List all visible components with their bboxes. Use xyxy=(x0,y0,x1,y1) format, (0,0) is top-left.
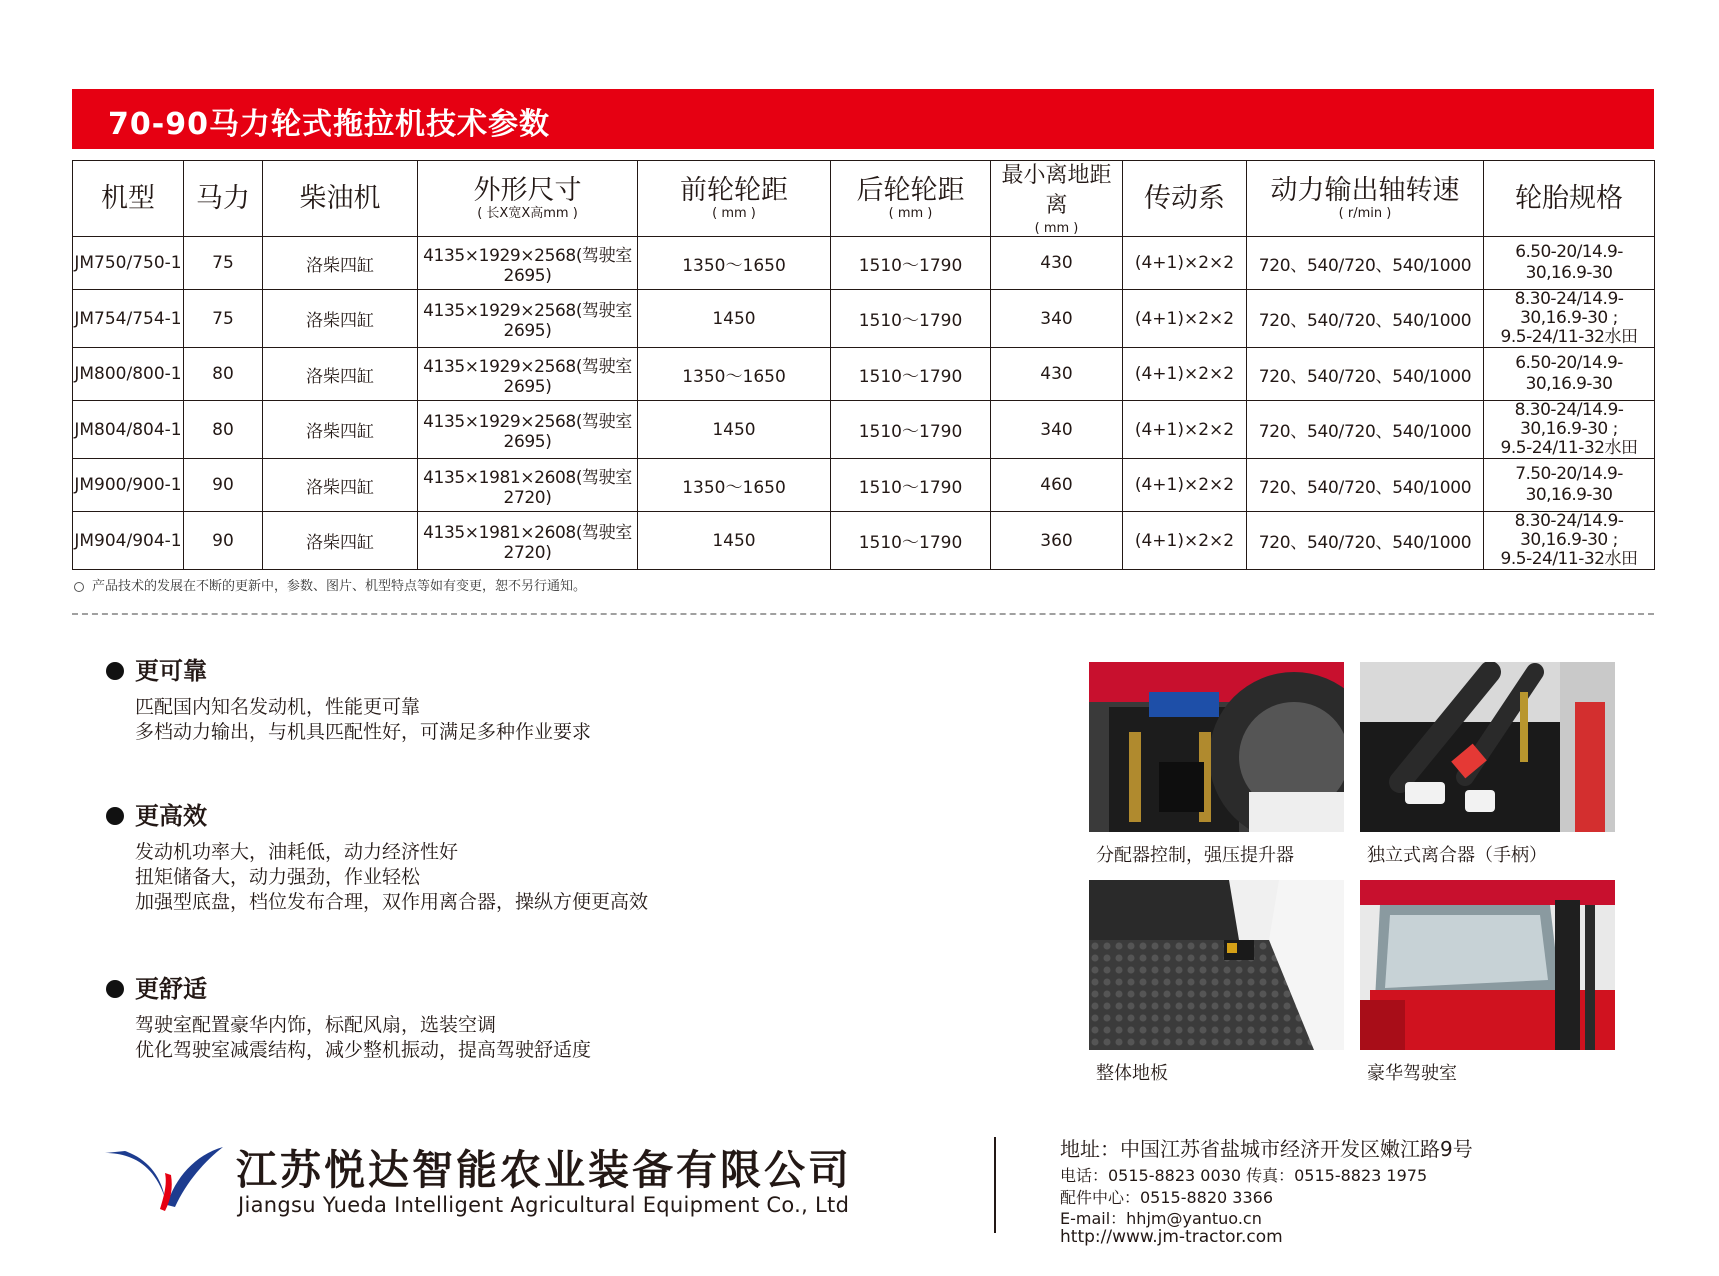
cell-pto: 720、540/720、540/1000 xyxy=(1247,237,1484,290)
company-name-en: Jiangsu Yueda Intelligent Agricultural Equipment Co., Ltd xyxy=(238,1193,850,1217)
contact-address: 地址：中国江苏省盐城市经济开发区嫩江路9号 xyxy=(1060,1137,1473,1161)
cell-dims: 4135×1981×2608(驾驶室2720) xyxy=(418,512,638,570)
cell-rear: 1510～1790 xyxy=(831,348,991,401)
cell-trans: (4+1)×2×2 xyxy=(1123,512,1247,570)
cell-engine: 洛柴四缸 xyxy=(263,237,418,290)
caption-floor: 整体地板 xyxy=(1096,1063,1168,1084)
column-header: 轮胎规格 xyxy=(1484,161,1655,237)
cell-clearance: 340 xyxy=(991,290,1123,348)
feature-comfortable xyxy=(106,973,591,1063)
cell-front: 1350～1650 xyxy=(638,348,831,401)
contact-website-link[interactable]: http://www.jm-tractor.com xyxy=(1060,1227,1283,1247)
cell-clearance: 360 xyxy=(991,512,1123,570)
table-header-row xyxy=(73,161,1655,237)
cell-dims: 4135×1929×2568(驾驶室2695) xyxy=(418,237,638,290)
feature-reliable xyxy=(106,655,591,745)
cell-clearance: 340 xyxy=(991,401,1123,459)
cell-rear: 1510～1790 xyxy=(831,512,991,570)
cell-model: JM750/750-1 xyxy=(73,237,184,290)
feature-line: 多档动力输出，与机具匹配性好，可满足多种作业要求 xyxy=(135,721,592,743)
cell-dims: 4135×1929×2568(驾驶室2695) xyxy=(418,290,638,348)
spec-table xyxy=(72,160,1655,570)
company-logo xyxy=(105,1143,225,1213)
cell-rear: 1510～1790 xyxy=(831,459,991,512)
feature-line: 发动机功率大，油耗低，动力经济性好 xyxy=(135,841,459,863)
cell-pto: 720、540/720、540/1000 xyxy=(1247,459,1484,512)
table-row xyxy=(73,348,1655,401)
bullet-icon xyxy=(106,807,124,825)
feature-title: 更舒适 xyxy=(106,973,591,1005)
cell-rear: 1510～1790 xyxy=(831,237,991,290)
column-header: 最小离地距离 ( mm ) xyxy=(991,161,1123,237)
bullet-icon xyxy=(106,980,124,998)
cell-trans: (4+1)×2×2 xyxy=(1123,237,1247,290)
table-row xyxy=(73,401,1655,459)
table-row xyxy=(73,290,1655,348)
table-row xyxy=(73,512,1655,570)
cell-front: 1350～1650 xyxy=(638,237,831,290)
cell-trans: (4+1)×2×2 xyxy=(1123,401,1247,459)
cell-clearance: 460 xyxy=(991,459,1123,512)
feature-line: 扭矩储备大，动力强劲，作业轻松 xyxy=(135,866,421,888)
feature-line: 匹配国内知名发动机，性能更可靠 xyxy=(135,696,421,718)
note-text: 产品技术的发展在不断的更新中，参数、图片、机型特点等如有变更，恕不另行通知。 xyxy=(92,579,587,594)
column-header: 前轮轮距 ( mm ) xyxy=(638,161,831,237)
caption-clutch: 独立式离合器（手柄） xyxy=(1367,845,1547,866)
cell-model: JM804/804-1 xyxy=(73,401,184,459)
cell-trans: (4+1)×2×2 xyxy=(1123,459,1247,512)
page-title: 70-90马力轮式拖拉机技术参数 xyxy=(108,107,550,142)
cell-pto: 720、540/720、540/1000 xyxy=(1247,290,1484,348)
dashed-divider xyxy=(72,613,1654,615)
cell-front: 1450 xyxy=(638,290,831,348)
feature-line: 加强型底盘，档位发布合理，双作用离合器，操纵方便更高效 xyxy=(135,891,649,913)
cell-tire: 8.30-24/14.9-30,16.9-30 ; 9.5-24/11-32水田 xyxy=(1484,290,1655,348)
footer-divider xyxy=(994,1137,996,1233)
cell-tire: 8.30-24/14.9-30,16.9-30 ; 9.5-24/11-32水田 xyxy=(1484,512,1655,570)
column-header: 柴油机 xyxy=(263,161,418,237)
column-header: 外形尺寸 ( 长X宽X高mm ) xyxy=(418,161,638,237)
cell-dims: 4135×1981×2608(驾驶室2720) xyxy=(418,459,638,512)
feature-line: 驾驶室配置豪华内饰，标配风扇，选装空调 xyxy=(135,1014,497,1036)
caption-cab: 豪华驾驶室 xyxy=(1367,1063,1457,1084)
feature-line: 优化驾驶室减震结构，减少整机振动，提高驾驶舒适度 xyxy=(135,1039,592,1061)
cell-hp: 90 xyxy=(184,512,263,570)
cell-rear: 1510～1790 xyxy=(831,401,991,459)
column-header: 传动系 xyxy=(1123,161,1247,237)
cell-engine: 洛柴四缸 xyxy=(263,290,418,348)
feature-efficient xyxy=(106,800,648,915)
cell-front: 1450 xyxy=(638,401,831,459)
column-header: 机型 xyxy=(73,161,184,237)
caption-distributor: 分配器控制，强压提升器 xyxy=(1096,845,1294,866)
cell-dims: 4135×1929×2568(驾驶室2695) xyxy=(418,348,638,401)
photo-distributor-lift xyxy=(1089,662,1344,832)
cell-model: JM754/754-1 xyxy=(73,290,184,348)
photo-floor xyxy=(1089,880,1344,1050)
column-header: 马力 xyxy=(184,161,263,237)
cell-model: JM800/800-1 xyxy=(73,348,184,401)
bullet-icon xyxy=(106,662,124,680)
cell-model: JM900/900-1 xyxy=(73,459,184,512)
cell-tire: 8.30-24/14.9-30,16.9-30 ; 9.5-24/11-32水田 xyxy=(1484,401,1655,459)
cell-engine: 洛柴四缸 xyxy=(263,401,418,459)
column-header: 动力输出轴转速 ( r/min ) xyxy=(1247,161,1484,237)
cell-trans: (4+1)×2×2 xyxy=(1123,348,1247,401)
cell-model: JM904/904-1 xyxy=(73,512,184,570)
cell-pto: 720、540/720、540/1000 xyxy=(1247,512,1484,570)
cell-tire: 6.50-20/14.9-30,16.9-30 xyxy=(1484,348,1655,401)
photo-cab xyxy=(1360,880,1615,1050)
feature-title: 更高效 xyxy=(106,800,648,832)
cell-engine: 洛柴四缸 xyxy=(263,459,418,512)
feature-title: 更可靠 xyxy=(106,655,591,687)
cell-hp: 80 xyxy=(184,401,263,459)
table-row xyxy=(73,459,1655,512)
cell-tire: 7.50-20/14.9-30,16.9-30 xyxy=(1484,459,1655,512)
cell-engine: 洛柴四缸 xyxy=(263,512,418,570)
cell-clearance: 430 xyxy=(991,348,1123,401)
contact-parts: 配件中心：0515-8820 3366 xyxy=(1060,1188,1274,1207)
column-header: 后轮轮距 ( mm ) xyxy=(831,161,991,237)
cell-hp: 75 xyxy=(184,290,263,348)
contact-email[interactable]: E-mail：hhjm@yantuo.cn xyxy=(1060,1209,1262,1228)
cell-trans: (4+1)×2×2 xyxy=(1123,290,1247,348)
cell-dims: 4135×1929×2568(驾驶室2695) xyxy=(418,401,638,459)
title-banner xyxy=(72,89,1654,149)
circle-icon xyxy=(74,582,84,592)
company-name-cn: 江苏悦达智能农业装备有限公司 xyxy=(236,1146,852,1194)
cell-hp: 75 xyxy=(184,237,263,290)
cell-pto: 720、540/720、540/1000 xyxy=(1247,348,1484,401)
cell-front: 1350～1650 xyxy=(638,459,831,512)
cell-hp: 90 xyxy=(184,459,263,512)
cell-hp: 80 xyxy=(184,348,263,401)
cell-tire: 6.50-20/14.9-30,16.9-30 xyxy=(1484,237,1655,290)
contact-phone-fax: 电话：0515-8823 0030 传真：0515-8823 1975 xyxy=(1060,1166,1428,1185)
disclaimer-note xyxy=(74,575,586,594)
cell-clearance: 430 xyxy=(991,237,1123,290)
table-row xyxy=(73,237,1655,290)
cell-rear: 1510～1790 xyxy=(831,290,991,348)
cell-front: 1450 xyxy=(638,512,831,570)
cell-engine: 洛柴四缸 xyxy=(263,348,418,401)
photo-clutch-handle xyxy=(1360,662,1615,832)
cell-pto: 720、540/720、540/1000 xyxy=(1247,401,1484,459)
